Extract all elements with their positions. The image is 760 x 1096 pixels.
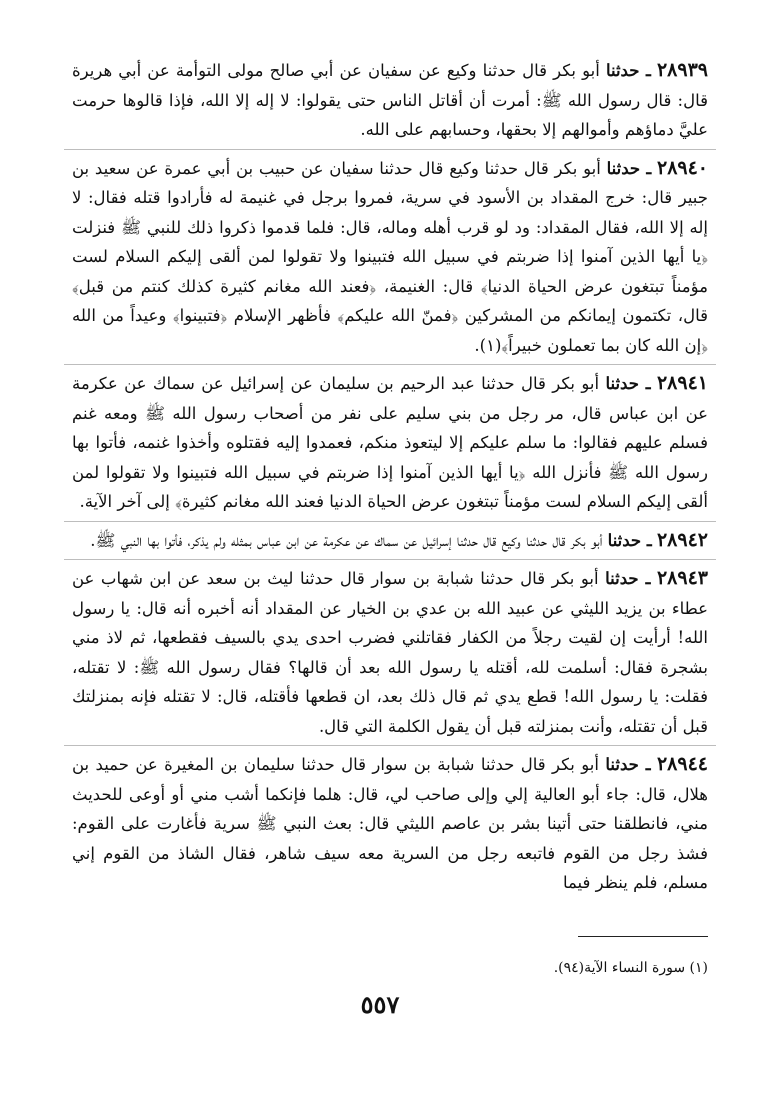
hadith-28943 — [72, 564, 708, 745]
hadith-lead: ـ حدثنا — [607, 530, 652, 550]
hadith-divider — [64, 521, 716, 522]
hadith-28940 — [72, 154, 708, 365]
hadith-number: ٢٨٩٤١ — [656, 372, 708, 394]
hadith-divider — [64, 745, 716, 746]
hadith-number: ٢٨٩٣٩ — [656, 59, 708, 81]
hadith-lead: ـ حدثنا — [605, 755, 651, 774]
hadith-text: أبو بكر قال حدثنا وكيع قال حدثنا سفيان عن حبيب بن أبي عمرة عن سعيد بن جبير قال: خرج المقداد بن الأسود في سرية، فمروا برجل في غنيمة له فأرادوا قتله فقال: لا إله إلا الله، فقال المقداد: ود لو قرب أهله وماله، قال: فلما قدموا ذكروا ذلك للنبي ﷺ فنزلت ﴿يا أيها الذين آمنوا إذا ضربتم في سبيل الله فتبينوا ولا تقولوا لمن ألقى إليكم السلام لست مؤمناً تبتغون عرض الحياة الدنيا﴾ قال: الغنيمة، ﴿فعند الله مغانم كثيرة كذلك كنتم من قبل﴾ قال، تكتمون إيمانكم من المشركين ﴿فمنّ الله عليكم﴾ فأظهر الإسلام ﴿فتبينوا﴾ وعيداً من الله ﴿إن الله كان بما تعملون خبيراً﴾(١). — [72, 158, 708, 355]
hadith-text: أبو بكر قال حدثنا وكيع عن سفيان عن أبي صالح مولى التوأمة عن أبي هريرة قال: قال رسول الله ﷺ: أمرت أن أقاتل الناس حتى يقولوا: لا إله إلا الله، فإذا قالوها حرمت عليَّ دماؤهم وأموالهم إلا بحقها، وحسابهم على الله. — [72, 61, 708, 139]
hadith-number: ٢٨٩٤٣ — [656, 567, 708, 589]
hadith-divider — [64, 149, 716, 150]
hadith-lead: ـ حدثنا — [605, 374, 651, 393]
hadith-text: أبو بكر قال حدثنا شبابة بن سوار قال حدثنا ليث بن سعد عن ابن شهاب عن عطاء بن يزيد الليثي عن عبيد الله بن عدي بن الخيار عن المقداد أنه أخبره أنه قال: يا رسول الله! أرأيت إن لقيت رجلاً من الكفار فقاتلني فضرب احدى يدي بالسيف فقطعها، ثم لاذ مني بشجرة فقال: أسلمت لله، أقتله يا رسول الله بعد أن قالها؟ فقال رسول الله ﷺ: لا تقتله، فقلت: يا رسول الله! قطع يدي ثم قال ذلك بعد، ان قطعها فأقتله، قال: لا تقتله فإنه بمنزلتك قبل أن تقتله، وأنت بمنزلته قبل أن يقول الكلمة التي قال. — [72, 569, 708, 736]
hadith-lead: ـ حدثنا — [605, 569, 651, 588]
footnote-rule — [578, 936, 708, 937]
hadith-number: ٢٨٩٤٤ — [656, 753, 708, 775]
hadith-divider — [64, 364, 716, 365]
footnote: (١) سورة النساء الآية(٩٤). — [553, 960, 708, 976]
hadith-text: أبو بكر قال حدثنا عبد الرحيم بن سليمان عن إسرائيل عن سماك عن عكرمة عن ابن عباس قال، مر رجل من بني سليم على نفر من أصحاب رسول الله ﷺ ومعه غنم فسلم عليهم فقالوا: ما سلم عليكم إلا ليتعوذ منكم، فعمدوا إليه فقتلوه وأخذوا غنمه، فأتوا بها رسول الله ﷺ فأنزل الله ﴿يا أيها الذين آمنوا إذا ضربتم في سبيل الله فتبينوا ولا تقولوا لمن ألقى إليكم السلام لست مؤمناً تبتغون عرض الحياة الدنيا فعند الله مغانم كثيرة﴾ إلى آخر الآية. — [72, 374, 708, 511]
hadith-lead: ـ حدثنا — [606, 158, 652, 178]
hadith-28942 — [72, 526, 708, 560]
hadith-text: أبو بكر قال حدثنا وكيع قال حدثنا إسرائيل عن سماك عن عكرمة عن ابن عباس بمثله ولم يذكر، فأتوا بها النبي ﷺ. — [90, 530, 603, 550]
hadith-lead: ـ حدثنا — [605, 61, 651, 80]
hadith-list — [72, 56, 708, 902]
hadith-number: ٢٨٩٤٢ — [656, 528, 708, 551]
hadith-divider — [64, 559, 716, 560]
page-number: ٥٥٧ — [360, 990, 400, 1019]
hadith-number: ٢٨٩٤٠ — [656, 156, 709, 179]
hadith-28939 — [72, 56, 708, 149]
hadith-text: أبو بكر قال حدثنا شبابة بن سوار قال حدثنا سليمان بن المغيرة عن حميد بن هلال، قال: جاء أبو العالية إلي وإلى صاحب لي، قال: هلما فإنكما أشب مني أو أوعى للحديث مني، فانطلقنا حتى أتينا بشر بن عاصم الليثي قال: بعث النبي ﷺ سرية فأغارت على القوم: فشذ رجل من القوم فاتبعه رجل من السرية معه سيف شاهر، فقال الشاذ من القوم إني مسلم، فلم ينظر فيما — [72, 755, 708, 892]
hadith-28941 — [72, 369, 708, 521]
hadith-28944 — [72, 750, 708, 902]
